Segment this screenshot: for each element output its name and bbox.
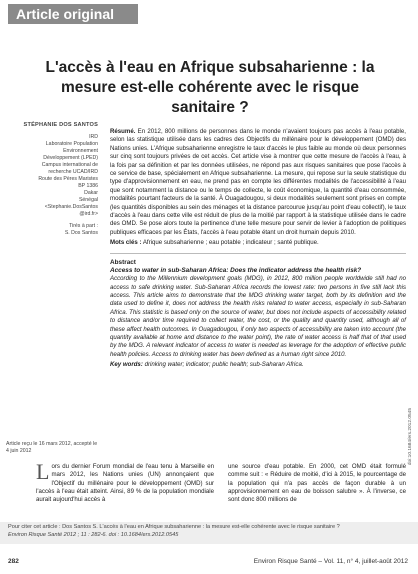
affiliation-line: IRD: [89, 134, 98, 140]
article-type-tag: Article original: [8, 4, 138, 24]
key-words: [110, 361, 406, 369]
citation-line-1: Pour citer cet article : Dos Santos S. L'accès à l'eau en Afrique subsaharienne : la mesure est-elle cohérente avec le risque sanitaire ?: [8, 524, 340, 530]
mots-cles: [110, 239, 406, 247]
abstract-column: [110, 128, 406, 370]
author-name: STÉPHANIE DOS SANTOS: [23, 122, 98, 128]
resume-paragraph: [110, 128, 406, 237]
affiliation: [6, 134, 98, 218]
resume-text: En 2012, 800 millions de personnes dans le monde n'avaient toujours pas accès à l'eau potable, selon las statistique utilisée dans les cadres des Objectifs du millénaire pour le développement (OMD) des Nations unies. L'Afrique subsaharienne enregistre le taux d'accès le plus faible au monde où deux personnes sur cinq sont toujours privées de cet accès. Cet article vise à montrer que cette mesure de l'accès à l'eau, à la fois par sa définition et par les données utilisées, ne répond pas aux risques sanitaires que pose l'accès à ce service de base, spécialement en Afrique subsaharienne. La mesure, qui repose sur la seule statistique du type d'approvisionnement en eau, ne prend pas en compte les différentes modalités de l'accessibilité à l'eau que sont notamment la distance ou le temps de collecte, le coût économique, la quantité d'eau consommée, modalités pourtant facteurs de la santé. À Ouagadougou, si deux modalités seulement sont prises en compte (les quantités disponibles au sein des ménages et la distance parcourue jusqu'au point d'eau collectif), le taux d'accès à l'eau dans cette ville est réduit de plus de la moitié par rapport à la statistique utilisée dans le cadre des OMD. Se pose alors toute la pertinence d'une telle mesure pour servir de levier à l'adoption de politiques publiques efficaces par les États, l'accès à l'eau potable étant un droit humain depuis 2010.: [110, 128, 406, 236]
journal-info: Environ Risque Santé – Vol. 11, n° 4, juillet-août 2012: [253, 558, 408, 565]
affiliation-line: Route des Pères Maristes: [38, 176, 98, 182]
key-words-label: Key words:: [110, 361, 143, 369]
body-column-2: [228, 463, 406, 504]
mots-cles-label: Mots clés :: [110, 239, 142, 247]
resume-label: Résumé.: [110, 128, 136, 135]
tires-a-part-label: Tirés à part :: [69, 223, 98, 229]
abstract-heading: Abstract: [110, 258, 136, 266]
body-text-col1: ors du dernier Forum mondial de l'eau tenu à Marseille en mars 2012, les Nations unies (UN) annonçaient que l'Objectif du millénaire pour le développement (OMD) sur l'accès à l'eau était atteint. Ainsi, 89 % de la population mondiale aurait aujourd'hui accès à: [36, 463, 214, 504]
affiliation-line: Développement (LPED): [43, 155, 98, 161]
affiliation-line: Laboratoire Population: [45, 141, 98, 147]
abstract-title: Access to water in sub-Saharan Africa: Does the indicator address the health risk?: [110, 267, 362, 275]
abstract-text: According to the Millennium development goals (MDG), in 2012, 800 million people worldwide still had no access to safe drinking water. Sub-Saharan Africa records the lowest rate: two persons in five still lack this access. This article aims to demonstrate that the MDG drinking water target, both by its definition and the data used to define it, does not address the health risks related to water access, especially in sub-Saharan Africa. This statistic is based only on the source of water, but does not include aspects of accessibility related to distance and/or time required to collect water, the cost, or the quality and quantity used, although all of these affect health outcomes. In Ouagadougou, if only two aspects of accessibility are taken into account (the quantity available at home and distance to the water point), the rate of water access is half that of that used by the MDG. A relevant indicator of access to water is needed as leverage for the adoption of effective public health policies. Access to drinking water has been defined as a human right since 2010.: [110, 275, 406, 358]
section-divider: [110, 253, 406, 254]
tires-a-part-name: S. Dos Santos: [64, 230, 98, 236]
affiliation-line: Sénégal: [78, 197, 98, 203]
header-band: [0, 0, 418, 28]
affiliation-line: Campus international de: [41, 162, 98, 168]
body-column-1: [36, 459, 214, 504]
article-received-dates: Article reçu le 16 mars 2012, accepté le 4 juin 2012: [6, 441, 98, 454]
tires-a-part: [6, 223, 98, 237]
affiliation-line: BP 1386: [78, 183, 98, 189]
side-doi-mark: doi:10.1684/ers.2012.0545: [408, 408, 413, 466]
affiliation-email[interactable]: <Stephanie.DosSantos: [44, 204, 98, 210]
drop-cap: L: [36, 459, 50, 484]
citation-box: [0, 522, 418, 544]
key-words-text: drinking water; indicator; public health; sub-Saharan Africa.: [144, 361, 304, 369]
article-title: L'accès à l'eau en Afrique subsaharienne : la mesure est-elle cohérente avec le risque sanitaire ?: [45, 59, 375, 116]
affiliation-email[interactable]: @ird.fr>: [79, 211, 98, 217]
page-number: 282: [8, 558, 19, 565]
page-footer: [0, 556, 418, 570]
citation-line-2: Environ Risque Santé 2012 ; 11 : 282-6. doi : 10.1684/ers.2012.0545: [8, 531, 179, 538]
affiliation-line: Dakar: [84, 190, 98, 196]
author-info-column: [6, 122, 98, 454]
mots-cles-text: Afrique subsaharienne ; eau potable ; indicateur ; santé publique.: [142, 239, 319, 247]
affiliation-line: recherche UCAD/IRD: [48, 169, 98, 175]
affiliation-line: Environnement: [63, 148, 98, 154]
body-text-col2: une source d'eau potable. En 2000, cet OMD était formulé comme suit : « Réduire de moitié, d'ici à 2015, le pourcentage de la population qui n'a pas accès de façon durable à un approvisionnement en eau de boisson salubre ». À l'inverse, ce sont donc 800 millions de: [228, 463, 406, 504]
